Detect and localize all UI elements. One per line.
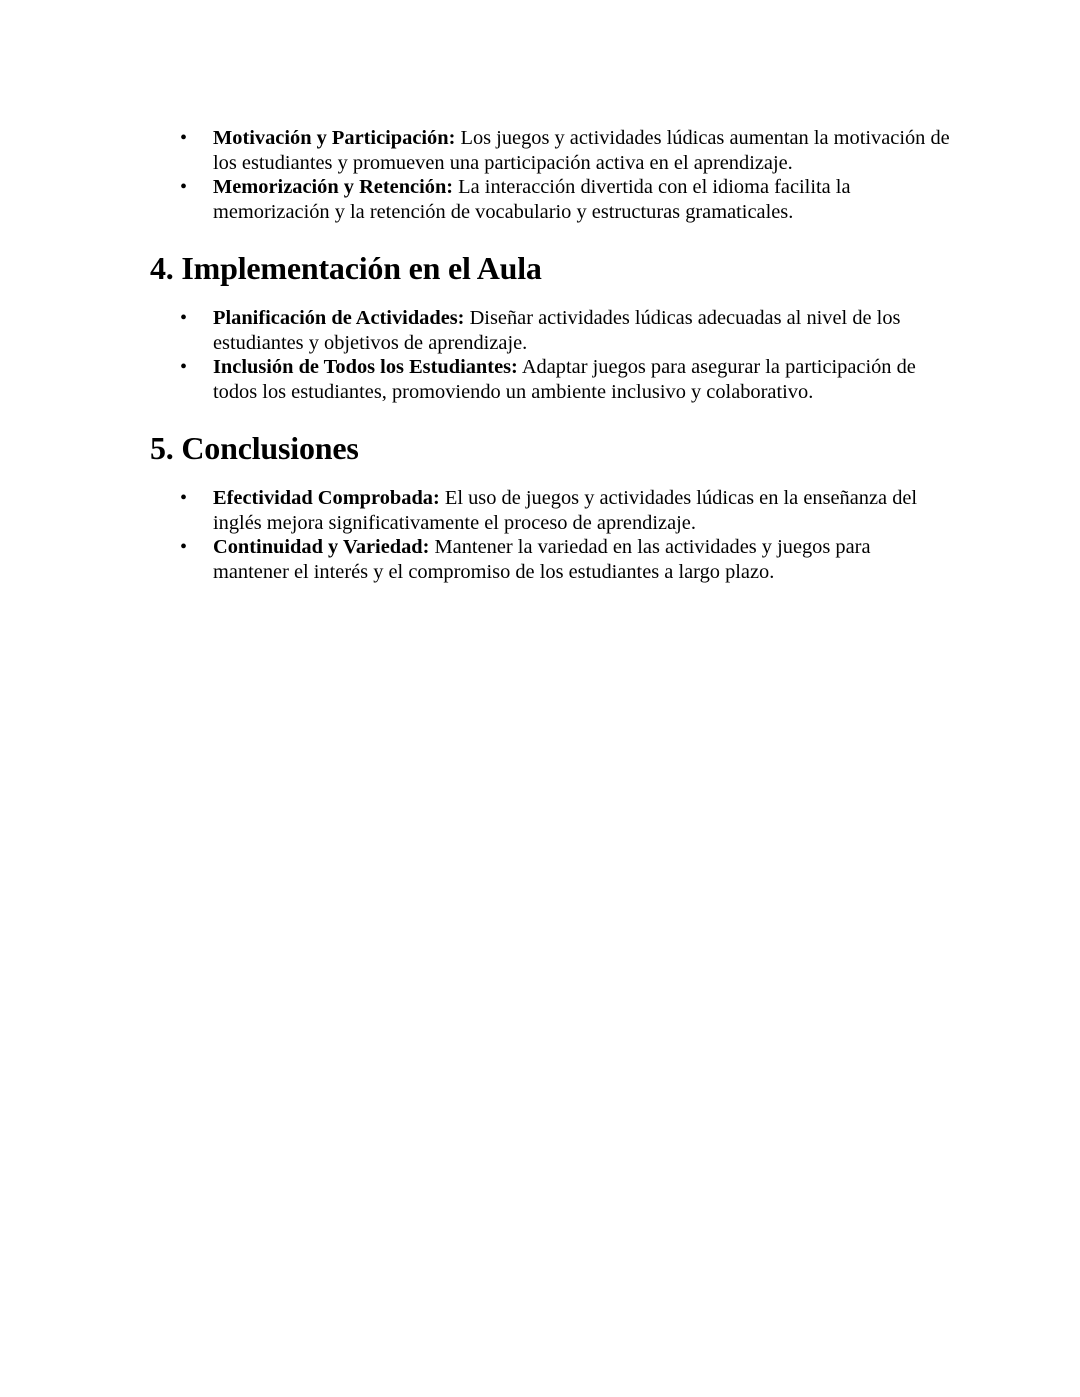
list-item bbox=[150, 355, 950, 404]
list-item bbox=[150, 126, 950, 175]
list-item-text: Los juegos y actividades lúdicas aumentan la motivación de los estudiantes y promueven una participación activa en el aprendizaje. bbox=[213, 127, 950, 174]
list-item-term: Planificación de Actividades: bbox=[213, 307, 465, 329]
list-item-term: Memorización y Retención: bbox=[213, 176, 454, 198]
list-item bbox=[150, 175, 950, 224]
conclusions-list bbox=[150, 486, 950, 584]
bullet-icon: • bbox=[180, 356, 188, 378]
list-item bbox=[150, 486, 950, 535]
section-heading-conclusions: 5. Conclusiones bbox=[150, 430, 359, 466]
benefits-list bbox=[150, 126, 950, 224]
implementation-list bbox=[150, 306, 950, 404]
list-item-term: Efectividad Comprobada: bbox=[213, 487, 440, 509]
bullet-icon: • bbox=[180, 536, 188, 558]
bullet-icon: • bbox=[180, 176, 188, 198]
list-item-text: Mantener la variedad en las actividades y juegos para mantener el interés y el compromiso de los estudiantes a largo plazo. bbox=[213, 536, 871, 583]
bullet-icon: • bbox=[180, 487, 188, 509]
list-item-term: Inclusión de Todos los Estudiantes: bbox=[213, 356, 518, 378]
section-heading-implementation: 4. Implementación en el Aula bbox=[150, 250, 542, 286]
list-item-term: Motivación y Participación: bbox=[213, 127, 456, 149]
list-item-text: El uso de juegos y actividades lúdicas en la enseñanza del inglés mejora significativamente el proceso de aprendizaje. bbox=[213, 487, 918, 534]
list-item-text: Adaptar juegos para asegurar la participación de todos los estudiantes, promoviendo un ambiente inclusivo y colaborativo. bbox=[213, 356, 916, 403]
list-item-text: La interacción divertida con el idioma facilita la memorización y la retención de vocabulario y estructuras gramaticales. bbox=[213, 176, 851, 223]
list-item bbox=[150, 535, 950, 584]
document-content bbox=[150, 126, 950, 584]
list-item bbox=[150, 306, 950, 355]
list-item-term: Continuidad y Variedad: bbox=[213, 536, 430, 558]
bullet-icon: • bbox=[180, 127, 188, 149]
list-item-text: Diseñar actividades lúdicas adecuadas al nivel de los estudiantes y objetivos de aprendizaje. bbox=[213, 307, 901, 354]
bullet-icon: • bbox=[180, 307, 188, 329]
